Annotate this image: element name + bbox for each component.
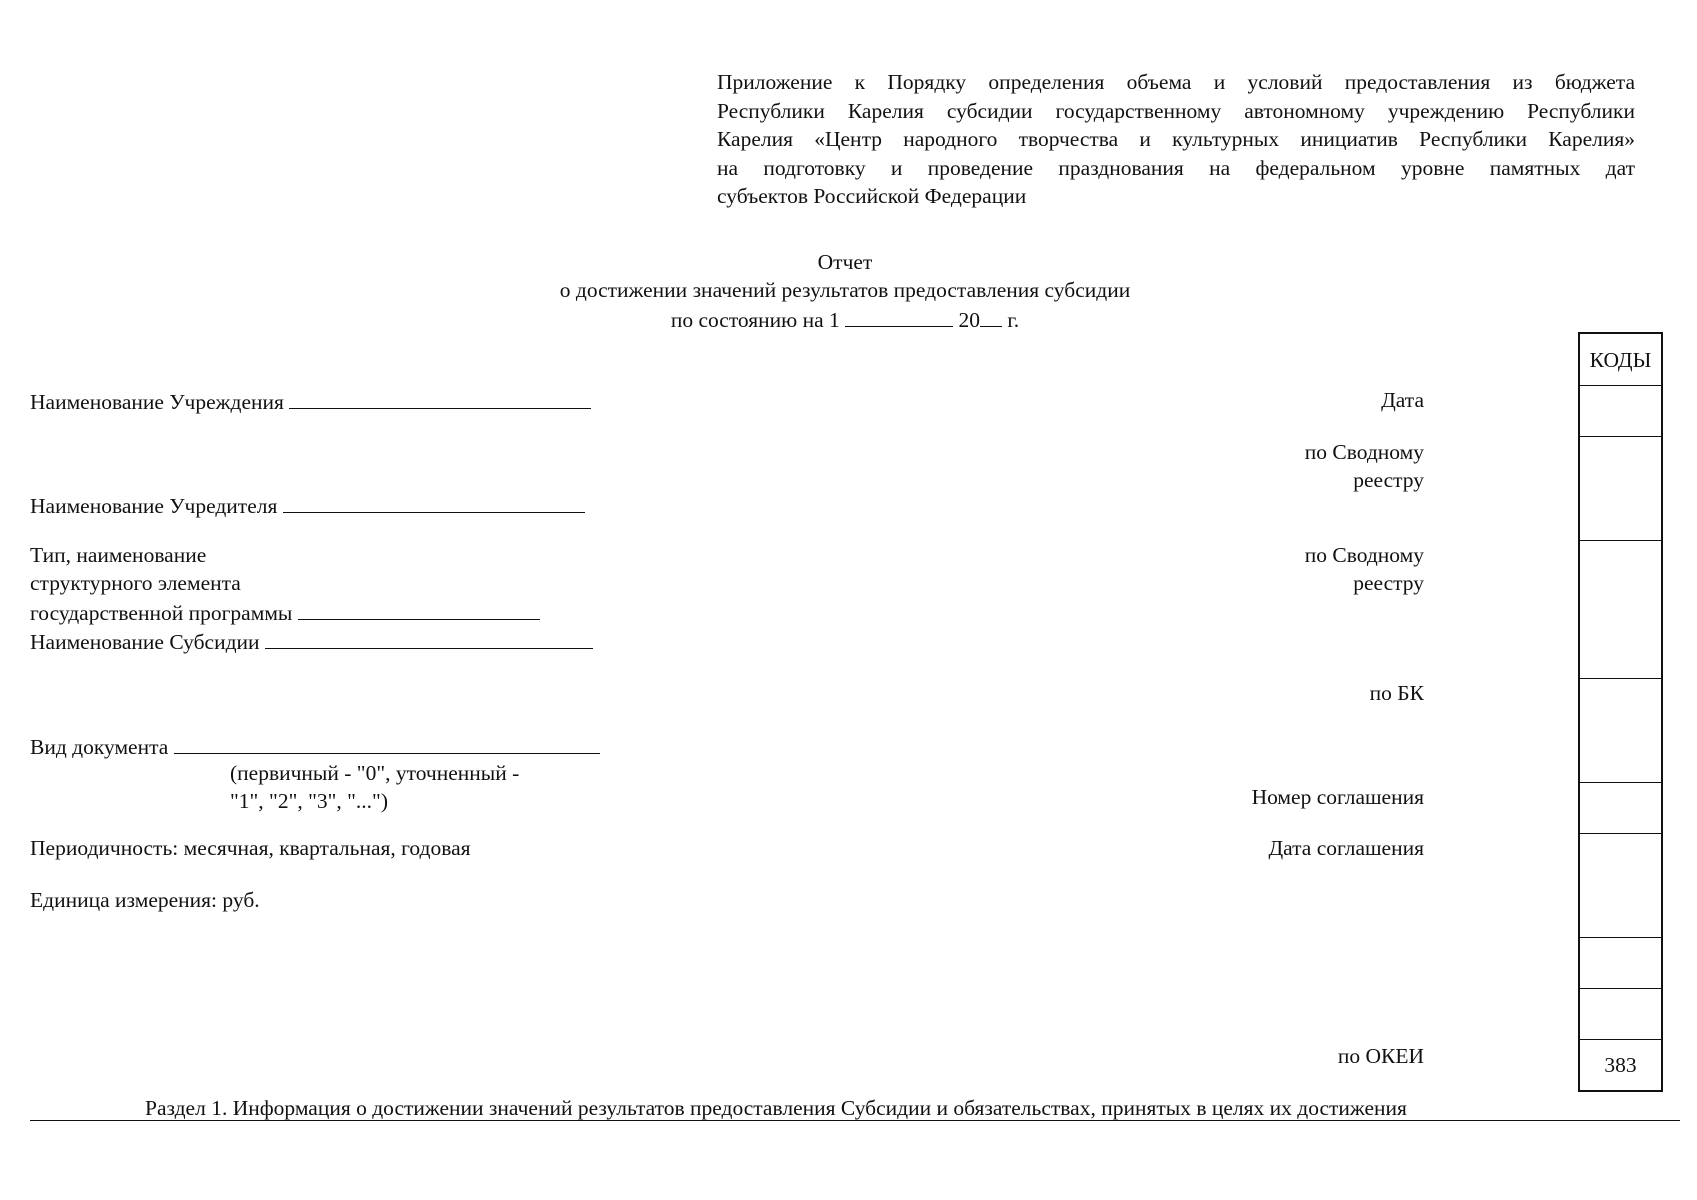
code-cell-bk[interactable] bbox=[1580, 678, 1661, 782]
report-year-prefix: 20 bbox=[958, 308, 981, 332]
institution-blank[interactable] bbox=[289, 386, 591, 409]
program-label-line3: государственной программы bbox=[30, 601, 293, 625]
report-date-suffix: г. bbox=[1007, 308, 1020, 332]
year-blank[interactable] bbox=[980, 304, 1002, 327]
section-1-title: Раздел 1. Информация о достижении значений результатов предоставления Субсидии и обязательствах, принятых в целях их достижения bbox=[145, 1096, 1407, 1120]
unit-text: Единица измерения: руб. bbox=[30, 888, 260, 912]
subsidy-blank[interactable] bbox=[265, 626, 593, 649]
program-label-line2: структурного элемента bbox=[30, 571, 241, 595]
institution-label: Наименование Учреждения bbox=[30, 390, 284, 414]
code-cell-agreement-number[interactable] bbox=[1580, 782, 1661, 833]
doc-type-blank[interactable] bbox=[174, 731, 600, 754]
appendix-note bbox=[717, 68, 1635, 211]
codes-table bbox=[1578, 332, 1663, 1092]
report-title: Отчет bbox=[817, 250, 873, 274]
bk-label: по БК bbox=[1369, 681, 1424, 705]
founder-label: Наименование Учредителя bbox=[30, 494, 278, 518]
doc-type-label: Вид документа bbox=[30, 735, 169, 759]
registry-label-1b: реестру bbox=[1353, 468, 1424, 492]
periodicity-text: Периодичность: месячная, квартальная, годовая bbox=[30, 836, 471, 860]
report-date-line bbox=[400, 304, 1290, 334]
code-cell-registry-1[interactable] bbox=[1580, 436, 1661, 540]
subsidy-label: Наименование Субсидии bbox=[30, 630, 260, 654]
founder-field bbox=[30, 490, 585, 520]
program-field bbox=[30, 597, 540, 627]
appendix-line: на подготовку и проведение празднования на федеральном уровне памятных дат bbox=[717, 155, 1635, 180]
doc-type-field bbox=[30, 731, 600, 761]
date-label: Дата bbox=[1381, 388, 1424, 412]
report-subtitle: о достижении значений результатов предоставления субсидии bbox=[559, 278, 1131, 302]
doc-type-hint-line2: "1", "2", "3", "...") bbox=[230, 789, 388, 813]
registry-label-2: по Сводному bbox=[1304, 543, 1424, 567]
code-cell-okei[interactable]: 383 bbox=[1580, 1039, 1661, 1090]
program-blank[interactable] bbox=[298, 597, 540, 620]
agreement-number-label: Номер соглашения bbox=[1251, 785, 1424, 809]
code-cell-blank-2[interactable] bbox=[1580, 988, 1661, 1039]
appendix-line: Республики Карелия субсидии государственному автономному учреждению Республики bbox=[717, 98, 1635, 123]
okei-label: по ОКЕИ bbox=[1337, 1044, 1424, 1068]
appendix-line: субъектов Российской Федерации bbox=[717, 184, 1027, 208]
institution-field bbox=[30, 386, 591, 416]
registry-label-1: по Сводному bbox=[1304, 440, 1424, 464]
program-label-line1: Тип, наименование bbox=[30, 543, 207, 567]
code-cell-registry-2[interactable] bbox=[1580, 540, 1661, 678]
appendix-line: Приложение к Порядку определения объема и условий предоставления из бюджета bbox=[717, 70, 1635, 94]
registry-label-2b: реестру bbox=[1353, 571, 1424, 595]
section-divider bbox=[30, 1120, 1680, 1121]
code-cell-date[interactable] bbox=[1580, 385, 1661, 436]
doc-type-hint-line1: (первичный - "0", уточненный - bbox=[230, 761, 520, 785]
code-cell-agreement-date[interactable] bbox=[1580, 833, 1661, 937]
appendix-line: Карелия «Центр народного творчества и культурных инициатив Республики Карелия» bbox=[717, 127, 1635, 151]
codes-header: КОДЫ bbox=[1589, 347, 1652, 372]
founder-blank[interactable] bbox=[283, 490, 585, 513]
agreement-date-label: Дата соглашения bbox=[1268, 836, 1424, 860]
code-cell-blank-1[interactable] bbox=[1580, 937, 1661, 988]
report-date-prefix: по состоянию на 1 bbox=[670, 308, 840, 332]
subsidy-field bbox=[30, 626, 593, 656]
month-blank[interactable] bbox=[845, 304, 953, 327]
